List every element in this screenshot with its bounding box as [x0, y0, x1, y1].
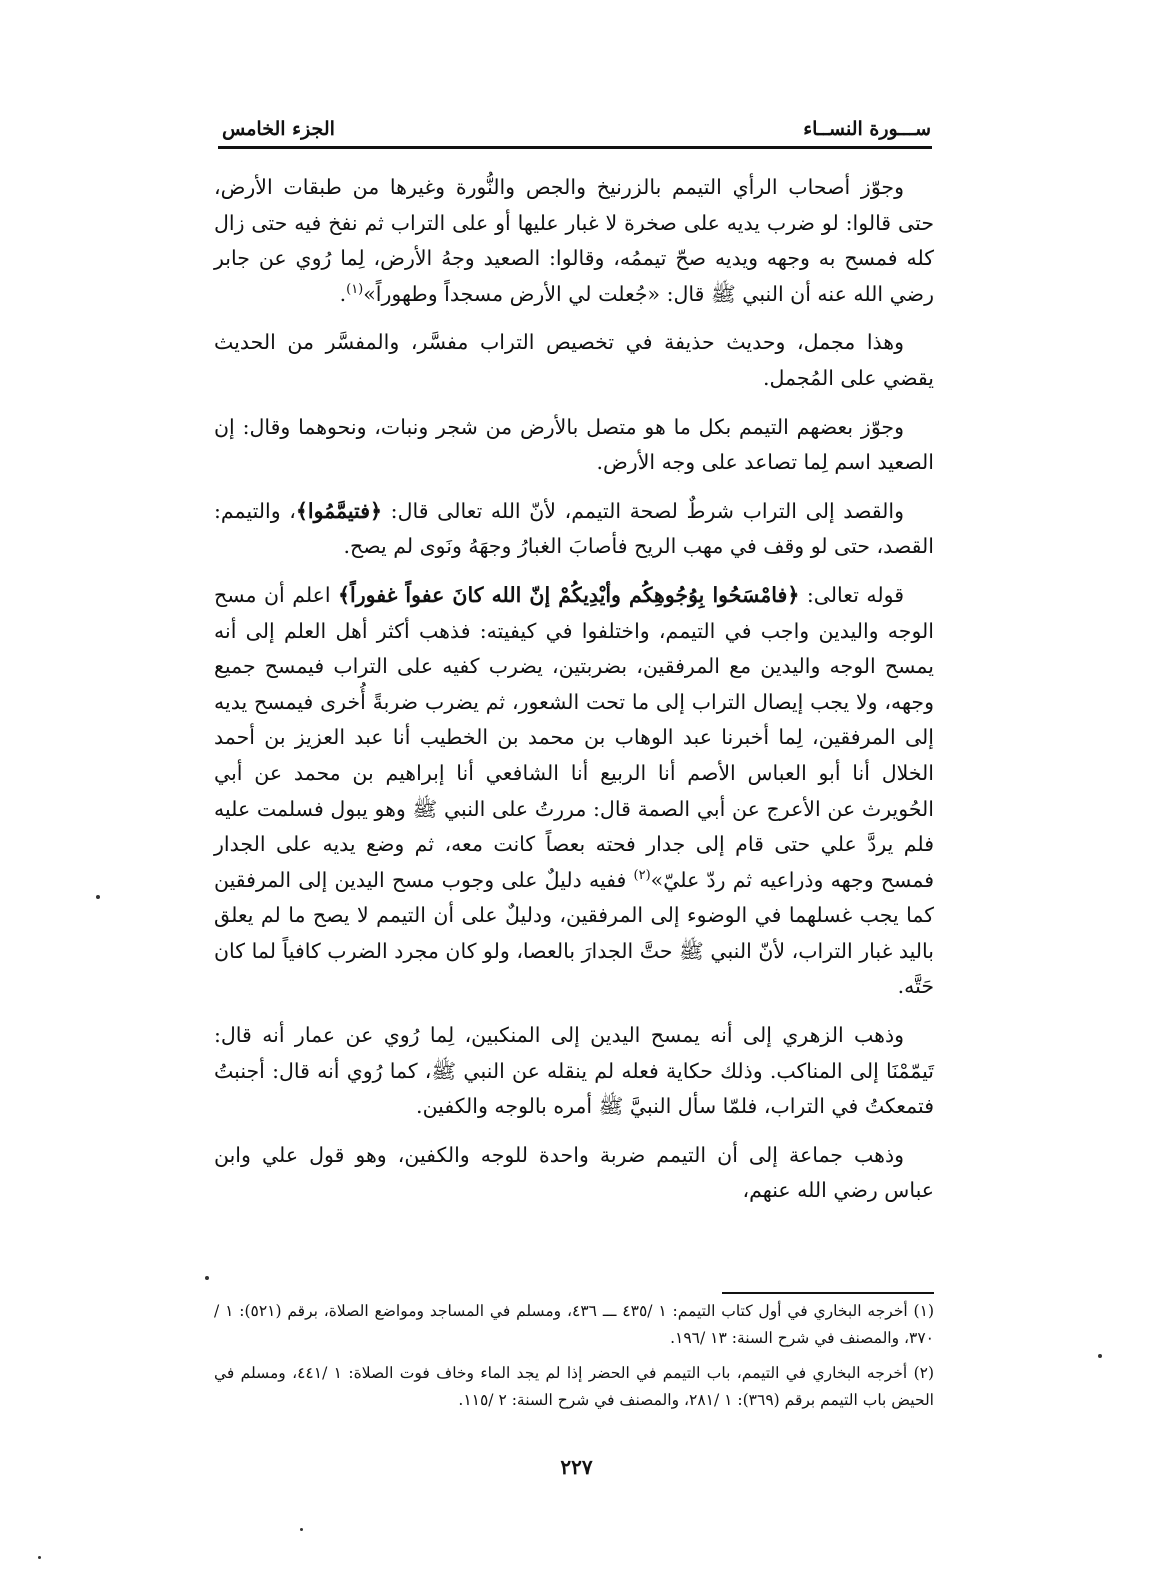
scan-speck [1098, 1354, 1102, 1358]
running-header [222, 104, 931, 140]
footnote-ref-1: (١) [346, 281, 364, 297]
paragraph-1: وجوّز أصحاب الرأي التيمم بالزرنيخ والجص والنُّورة وغيرها من طبقات الأرض، حتى قالوا: لو ضرب يديه على صخرة لا غبار عليها أو على التراب ثم نفخ فيه حتى زال كله فمسح به وجهه ويديه صحّ تيممُه، وقالوا: الصعيد وجهُ الأرض، لِما رُوي عن جابر رضي الله عنه أن النبي ﷺ قال: «جُعلت لي الأرض مسجداً وطهوراً»$^{(١)}$. [214, 175, 934, 306]
footnotes [214, 1298, 934, 1422]
paragraph-6: وذهب الزهري إلى أنه يمسح اليدين إلى المنكبين، لِما رُوي عن عمار أنه قال: تَيمّمْنَا إلى المناكب. وذلك حكاية فعله لم ينقله عن النبي ﷺ، كما رُوي أنه قال: أجنبتُ فتمعكتُ في التراب، فلمّا سأل النبيَّ ﷺ أمره بالوجه والكفين. [214, 1023, 934, 1119]
footnote-2: (٢) أخرجه البخاري في التيمم، باب التيمم في الحضر إذا لم يجد الماء وخاف فوت الصلاة: ١ /٤٤١، ومسلم في الحيض باب التيمم برقم (٣٦٩): ١ /٢٨١، والمصنف في شرح السنة: ٢ /١١٥. [214, 1364, 935, 1409]
footnote-rule [722, 1292, 934, 1294]
paragraph-7: وذهب جماعة إلى أن التيمم ضربة واحدة للوجه والكفين، وهو قول علي وابن عباس رضي الله عنهم، [214, 1142, 934, 1203]
scan-speck [38, 1556, 41, 1559]
quran-verse: ﴿فتيمَّمُوا﴾ [295, 498, 383, 523]
main-text [214, 170, 934, 1222]
paragraph-2: وهذا مجمل، وحديث حذيفة في تخصيص التراب مفسَّر، والمفسَّر من الحديث يقضي على المُجمل. [214, 330, 934, 390]
page-number: ٢٢٧ [560, 1455, 593, 1479]
scan-speck [96, 895, 100, 899]
paragraph-4: والقصد إلى التراب شرطٌ لصحة التيمم، لأنّ الله تعالى قال: ﴿فتيمَّمُوا﴾، والتيمم: القصد، حتى لو وقف في مهب الريح فأصابَ الغبارُ وجهَهُ ونَوى لم يصح. [214, 498, 934, 559]
scan-speck [205, 1276, 209, 1280]
part-title: الجزء الخامس [222, 118, 335, 140]
footnote-1: (١) أخرجه البخاري في أول كتاب التيمم: ١ /٤٣٥ ـــ ٤٣٦، ومسلم في المساجد ومواضع الصلاة، برقم (٥٢١): ١ /٣٧٠، والمصنف في شرح السنة: ١٣ /١٩٦. [214, 1302, 934, 1347]
header-rule [218, 146, 932, 149]
paragraph-5: قوله تعالى: ﴿فامْسَحُوا بِوُجُوهِكُم وأيْدِيكُمْ إنّ الله كانَ عفواً غفوراً﴾ اعلم أن مسح الوجه واليدين واجب في التيمم، واختلفوا في كيفيته: فذهب أكثر أهل العلم إلى أنه يمسح الوجه واليدين مع المرفقين، بضربتين، يضرب كفيه على التراب فيمسح جميع وجهه، ولا يجب إيصال التراب إلى ما تحت الشعور، ثم يضرب ضربةً أُخرى فيمسح يديه إلى المرفقين، لِما أخبرنا عبد الوهاب بن محمد بن الخطيب أنا عبد العزيز بن أحمد الخلال أنا أبو العباس الأصم أنا الربيع أنا الشافعي أنا إبراهيم بن محمد عن أبي الحُويرث عن الأعرج عن أبي الصمة قال: مررتُ على النبي ﷺ وهو يبول فسلمت عليه فلم يردَّ علي حتى قام إلى جدار فحته بعصاً كانت معه، ثم وضع يديه على الجدار فمسح وجهه وذراعيه ثم ردّ عليّ»$^{(٢)}$ ففيه دليلٌ على وجوب مسح اليدين إلى المرفقين كما يجب غسلهما في الوضوء إلى المرفقين، ودليلٌ على أن التيمم لا يصح ما لم يعلق باليد غبار التراب، لأنّ النبي ﷺ حتَّ الجدارَ بالعصا، ولو كان مجرد الضرب كافياً لما كان حَتَّه. [214, 582, 934, 999]
surah-title: ســـورة النســاء [803, 118, 931, 140]
paragraph-3: وجوّز بعضهم التيمم بكل ما هو متصل بالأرض من شجر ونبات، ونحوهما وقال: إن الصعيد اسم لِما تصاعد على وجه الأرض. [214, 414, 934, 475]
scan-speck [300, 1528, 303, 1531]
footnote-ref-2: (٢) [633, 867, 651, 883]
quran-verse: ﴿فامْسَحُوا بِوُجُوهِكُم وأيْدِيكُمْ إنّ الله كانَ عفواً غفوراً﴾ [338, 582, 800, 607]
